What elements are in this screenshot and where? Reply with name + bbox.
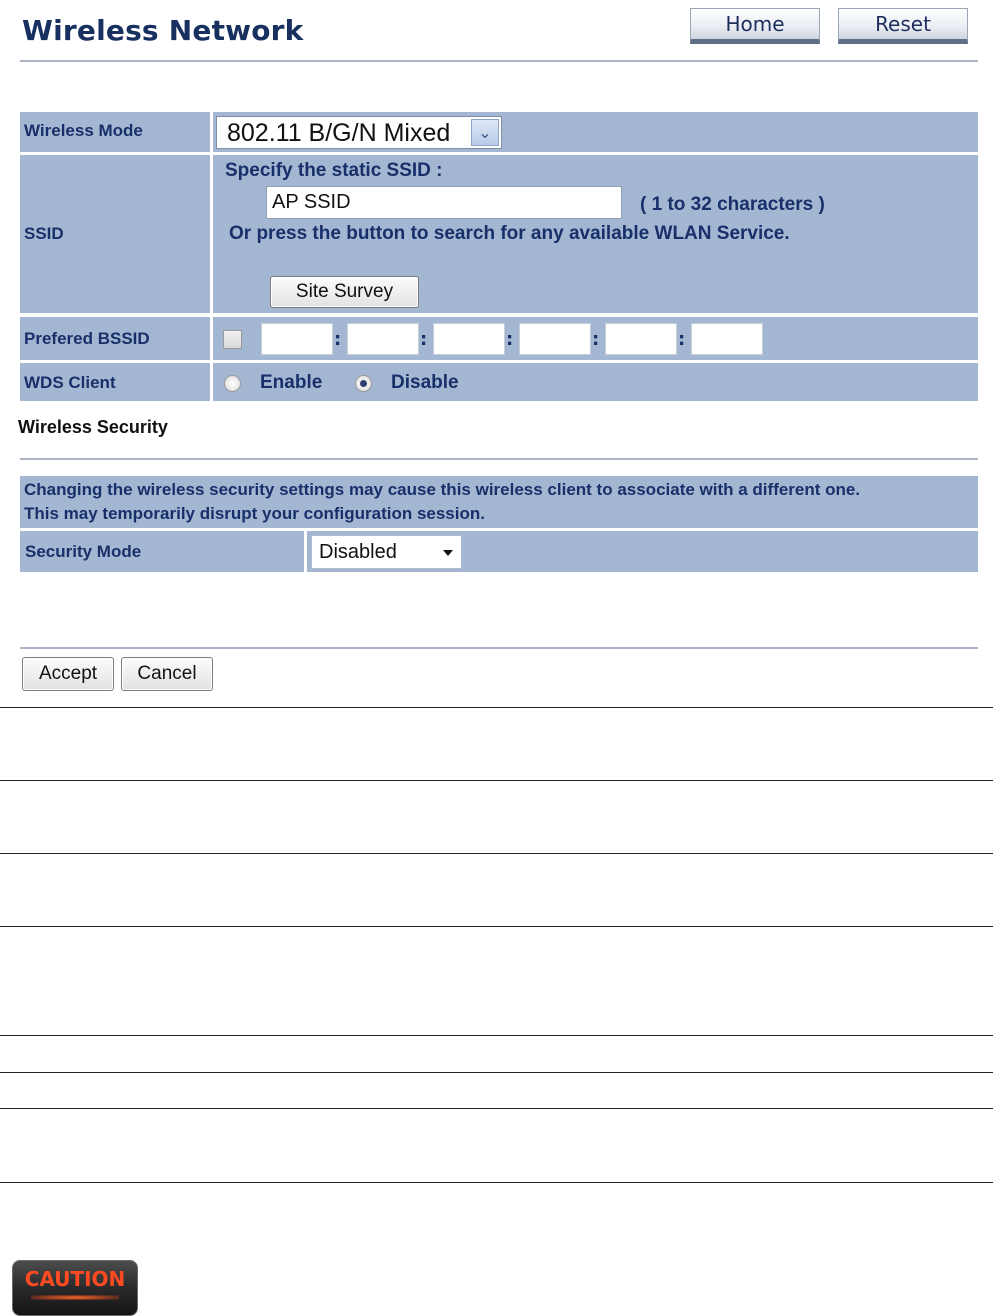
table-row-divider [0, 1072, 993, 1073]
bssid-octet-5[interactable] [605, 323, 677, 355]
caution-label: CAUTION [24, 1267, 126, 1291]
table-row-divider [0, 780, 993, 781]
wds-label-cell [20, 363, 210, 401]
bssid-separator: : [678, 329, 686, 350]
footer-divider [20, 647, 978, 649]
reset-button[interactable]: Reset [838, 8, 968, 44]
bssid-label-cell [20, 317, 210, 360]
security-warning-line1: Changing the wireless security settings may cause this wireless client to associate with a different one. [24, 480, 861, 499]
bssid-label: Prefered BSSID [24, 329, 150, 348]
security-section-title: Wireless Security [18, 417, 168, 437]
bssid-octet-2[interactable] [347, 323, 419, 355]
ssid-specify-text: Specify the static SSID : [225, 160, 443, 181]
table-row-divider [0, 1035, 993, 1036]
bssid-octet-1[interactable] [261, 323, 333, 355]
title-divider [20, 60, 978, 62]
page-title: Wireless Network [22, 14, 304, 47]
wds-value-cell [213, 363, 978, 401]
chevron-down-icon[interactable]: ⌄ [471, 119, 499, 146]
security-divider [20, 458, 978, 460]
wds-disable-label: Disable [391, 372, 459, 393]
site-survey-button[interactable]: Site Survey [270, 276, 419, 308]
bssid-octet-6[interactable] [691, 323, 763, 355]
ssid-length-hint: ( 1 to 32 characters ) [640, 194, 825, 215]
home-button[interactable]: Home [690, 8, 820, 44]
wireless-mode-label: Wireless Mode [24, 121, 143, 140]
security-warning-line2: This may temporarily disrupt your configuration session. [24, 504, 485, 523]
ssid-search-text: Or press the button to search for any available WLAN Service. [229, 223, 790, 244]
bssid-separator: : [334, 329, 342, 350]
wds-enable-label: Enable [260, 372, 323, 393]
cancel-button[interactable]: Cancel [121, 657, 213, 691]
table-row-divider [0, 926, 993, 927]
wireless-mode-value: 802.11 B/G/N Mixed [227, 119, 451, 147]
security-mode-value: Disabled [319, 541, 397, 563]
caution-badge [12, 1260, 138, 1316]
ssid-label-cell [20, 155, 210, 313]
security-mode-label: Security Mode [25, 542, 142, 561]
security-mode-label-cell [20, 531, 304, 572]
wds-disable-radio[interactable] [355, 375, 372, 392]
bssid-octet-3[interactable] [433, 323, 505, 355]
bssid-octet-4[interactable] [519, 323, 591, 355]
table-row-divider [0, 1108, 993, 1109]
wds-enable-radio[interactable] [224, 375, 241, 392]
accept-button[interactable]: Accept [22, 657, 114, 691]
wireless-mode-select[interactable] [216, 116, 502, 149]
table-row-divider [0, 853, 993, 854]
bssid-checkbox[interactable] [223, 330, 242, 349]
bssid-separator: : [592, 329, 600, 350]
caret-down-icon[interactable] [443, 550, 453, 556]
table-row-divider [0, 707, 993, 708]
caution-glow [31, 1295, 119, 1300]
ssid-label: SSID [24, 224, 64, 243]
security-mode-select[interactable] [311, 535, 462, 569]
wds-label: WDS Client [24, 373, 116, 392]
bssid-separator: : [420, 329, 428, 350]
ssid-input[interactable]: AP SSID [266, 186, 622, 219]
bssid-separator: : [506, 329, 514, 350]
wireless-mode-label-cell [20, 112, 210, 152]
table-row-divider [0, 1182, 993, 1183]
